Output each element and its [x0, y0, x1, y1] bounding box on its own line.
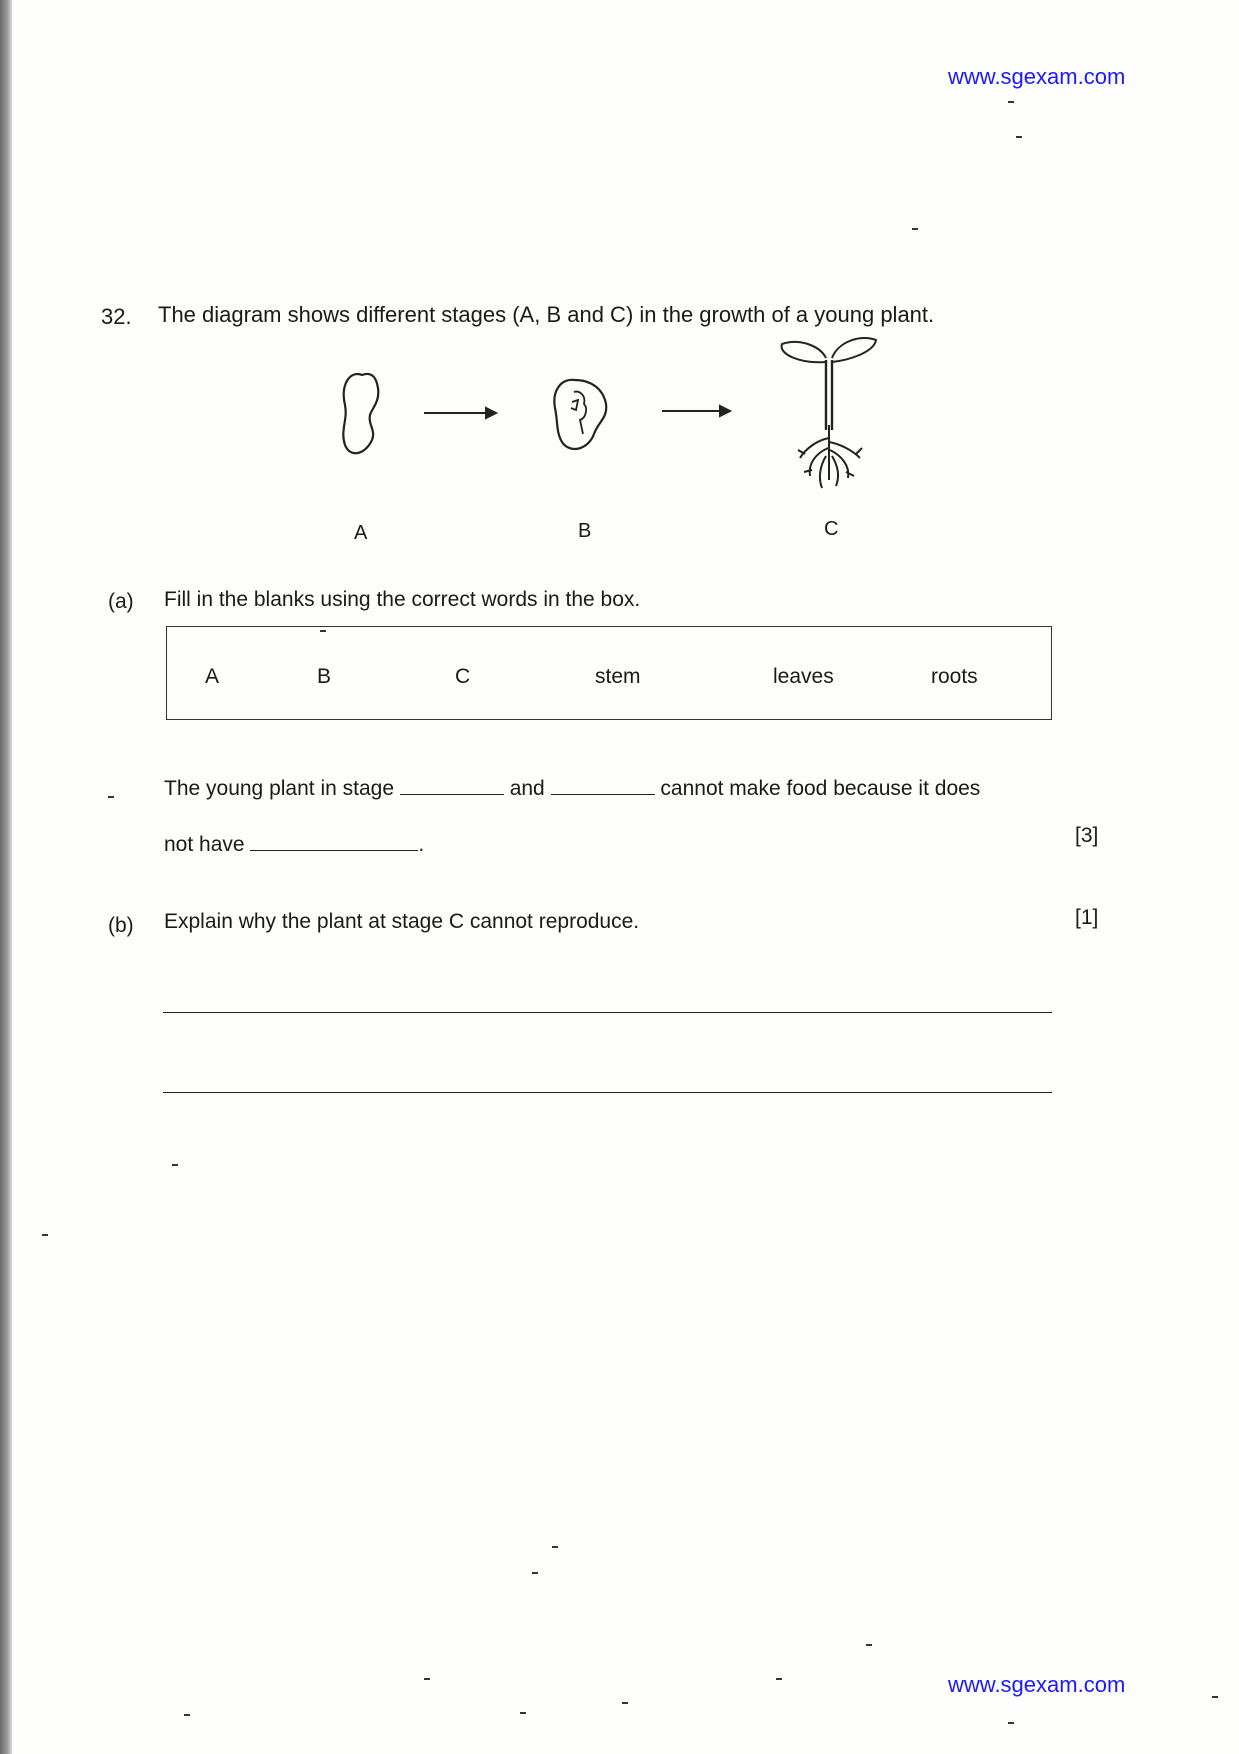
stage-label-a: A	[354, 522, 368, 544]
scan-speck	[532, 1572, 538, 1574]
scan-speck	[320, 630, 326, 632]
word-box	[166, 626, 1052, 720]
scan-speck	[108, 796, 114, 798]
scan-speck	[1016, 136, 1022, 138]
part-a-marks: [3]	[1075, 824, 1099, 847]
scan-speck	[424, 1678, 430, 1680]
scan-speck	[184, 1714, 190, 1716]
word-option: roots	[931, 665, 978, 688]
answer-line-1[interactable]	[163, 1012, 1052, 1013]
plant-growth-diagram	[0, 330, 1239, 560]
watermark-link-top[interactable]: www.sgexam.com	[948, 64, 1126, 89]
sentence-text: The young plant in stage	[164, 777, 394, 800]
stage-label-c: C	[824, 518, 839, 540]
scan-speck	[1008, 1722, 1014, 1724]
sentence-text: cannot make food because it does	[660, 777, 981, 800]
scan-edge	[0, 0, 12, 1754]
word-option: B	[317, 665, 332, 688]
scan-speck	[172, 1164, 178, 1166]
part-b-label: (b)	[108, 914, 134, 937]
part-b-question: Explain why the plant at stage C cannot reproduce.	[164, 910, 640, 933]
arrow-icon	[424, 408, 496, 418]
part-b-marks: [1]	[1075, 906, 1099, 929]
sentence-text: .	[418, 833, 425, 856]
fill-in-sentence-line-1	[164, 776, 980, 801]
scan-speck	[912, 228, 918, 230]
fill-in-sentence-line-2	[164, 832, 424, 857]
sentence-text: not have	[164, 833, 245, 856]
scan-speck	[1212, 1696, 1218, 1698]
scan-speck	[776, 1678, 782, 1680]
part-a-label: (a)	[108, 590, 134, 613]
answer-blank-3[interactable]	[250, 832, 418, 851]
question-number: 32.	[101, 304, 132, 329]
sentence-text: and	[509, 777, 545, 800]
scan-speck	[42, 1234, 48, 1236]
scan-speck	[520, 1712, 526, 1714]
word-option: C	[455, 665, 471, 688]
stage-label-b: B	[578, 520, 592, 542]
watermark-link-bottom[interactable]: www.sgexam.com	[948, 1672, 1126, 1697]
answer-line-2[interactable]	[163, 1092, 1052, 1093]
answer-blank-2[interactable]	[551, 776, 655, 795]
word-option: A	[205, 665, 220, 688]
scan-speck	[552, 1546, 558, 1548]
word-option: leaves	[773, 665, 834, 688]
scan-speck	[866, 1644, 872, 1646]
part-a-instruction: Fill in the blanks using the correct words in the box.	[164, 588, 641, 611]
arrow-icon	[662, 406, 730, 416]
question-text: The diagram shows different stages (A, B and C) in the growth of a young plant.	[158, 302, 935, 327]
seedling-stage-c-drawing	[782, 338, 876, 488]
word-option: stem	[595, 665, 641, 688]
scan-speck	[1008, 101, 1014, 103]
germinating-seed-stage-b-drawing	[554, 380, 606, 449]
scan-speck	[622, 1702, 628, 1704]
answer-blank-1[interactable]	[400, 776, 504, 795]
seed-stage-a-drawing	[343, 374, 378, 453]
